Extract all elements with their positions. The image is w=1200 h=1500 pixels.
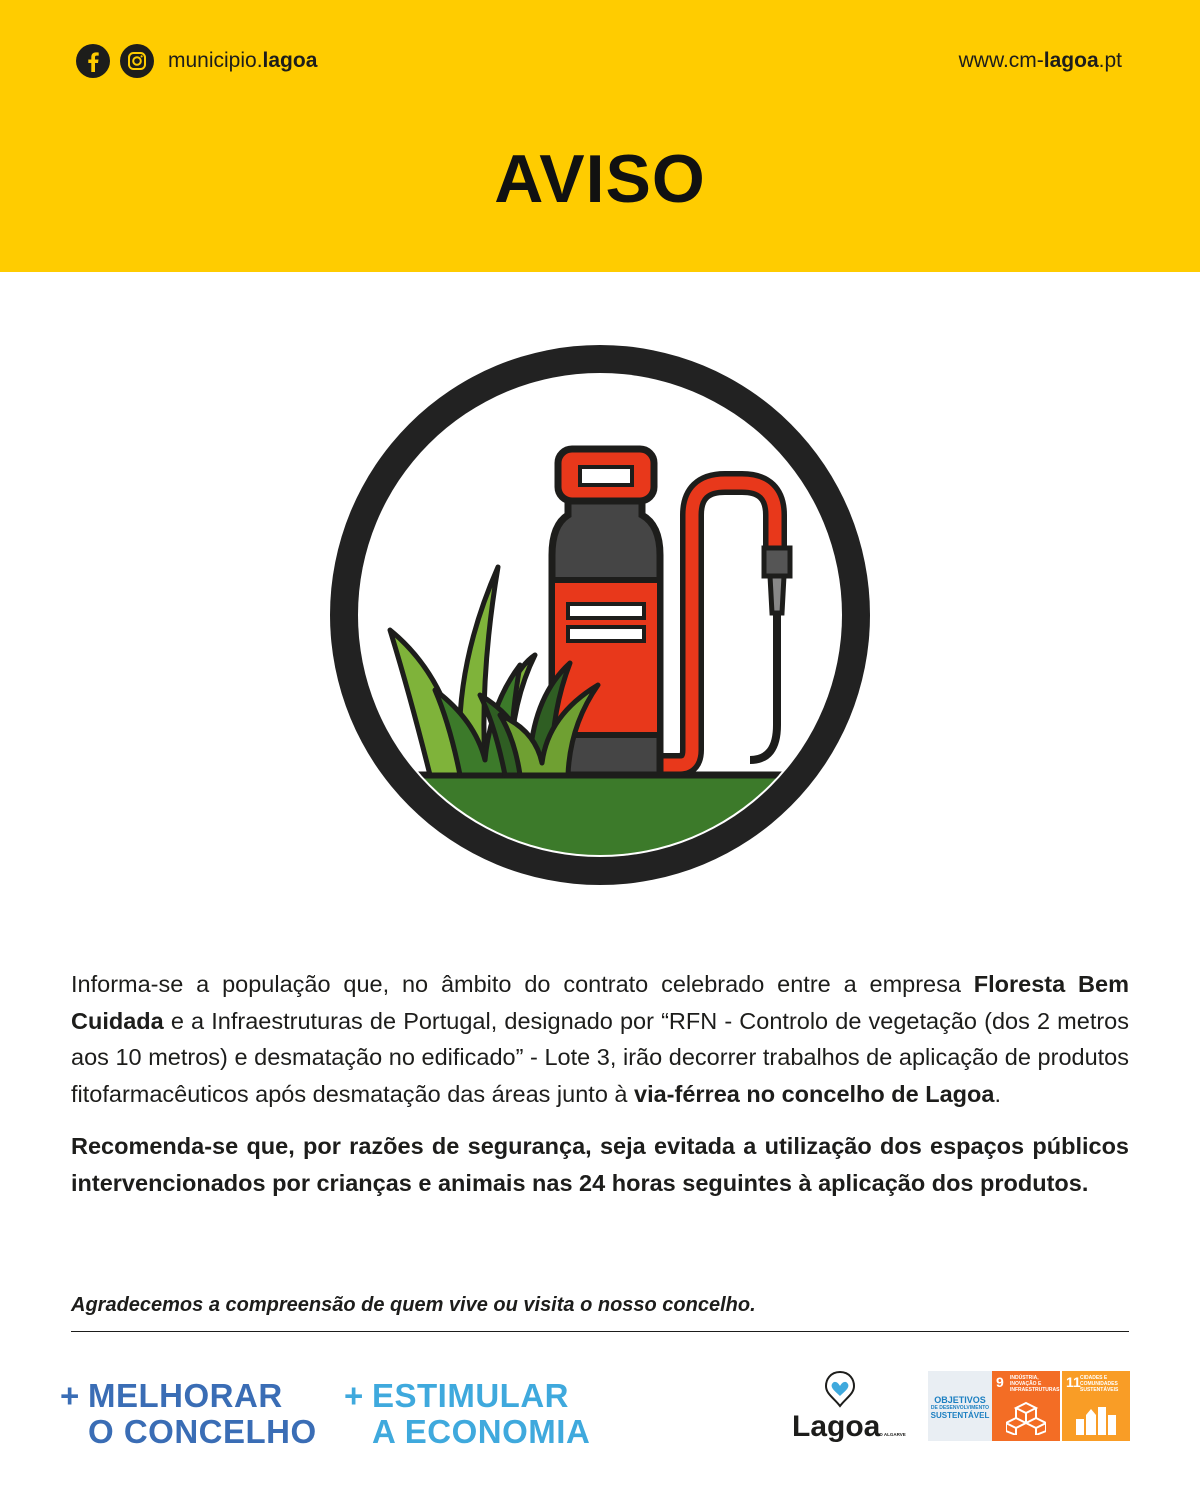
social-handle[interactable]: municipio.lagoa — [168, 49, 318, 72]
slogan-melhorar: + MELHORAR O CONCELHO — [60, 1377, 317, 1450]
facebook-icon[interactable] — [76, 44, 110, 78]
thanks-note: Agradecemos a compreensão de quem vive ou visita o nosso concelho. — [71, 1294, 756, 1316]
sprayer-illustration — [330, 345, 870, 885]
sdg-11-badge: 11 CIDADES E COMUNIDADES SUSTENTÁVEIS — [1062, 1371, 1130, 1441]
notice-paragraph-1: Informa-se a população que, no âmbito do contrato celebrado entre a empresa Floresta Bem Cuidada e a Infraestruturas de Portugal, designado por “RFN - Controlo de vegetação (dos 2 metros aos 10 metros) e desmatação no edificado” - Lote 3, irão decorrer trabalhos de aplicação de produtos fitofarmacêuticos após desmatação das áreas junto à via-férrea no concelho de Lagoa. — [71, 971, 1129, 1107]
header-banner — [0, 0, 1200, 272]
page-title: AVISO — [494, 141, 706, 217]
footer-divider — [71, 1331, 1129, 1332]
sdg-objectives-badge: OBJETIVOS DE DESENVOLVIMENTO SUSTENTÁVEL — [928, 1371, 992, 1441]
website-link[interactable]: www.cm-lagoa.pt — [958, 49, 1122, 72]
notice-paragraph-2: Recomenda-se que, por razões de segurança, seja evitada a utilização dos espaços públicos intervencionados por crianças e animais nas 24 horas seguintes à aplicação dos produtos. — [71, 1133, 1129, 1196]
city-icon — [1076, 1401, 1116, 1435]
sdg-9-badge: 9 INDÚSTRIA, INOVAÇÃO E INFRAESTRUTURAS — [992, 1371, 1060, 1441]
slogan-estimular: + ESTIMULAR A ECONOMIA — [344, 1377, 591, 1450]
lagoa-logo — [790, 1370, 906, 1444]
notice-body — [71, 966, 1129, 1201]
logo-subtext: DO ALGARVE — [876, 1432, 906, 1437]
logo-text: Lagoa — [792, 1410, 881, 1443]
instagram-icon[interactable] — [120, 44, 154, 78]
sdg-badges — [928, 1371, 1132, 1441]
social-links — [76, 44, 317, 78]
cubes-icon — [1006, 1401, 1046, 1435]
header-wave-edge — [0, 252, 1200, 276]
